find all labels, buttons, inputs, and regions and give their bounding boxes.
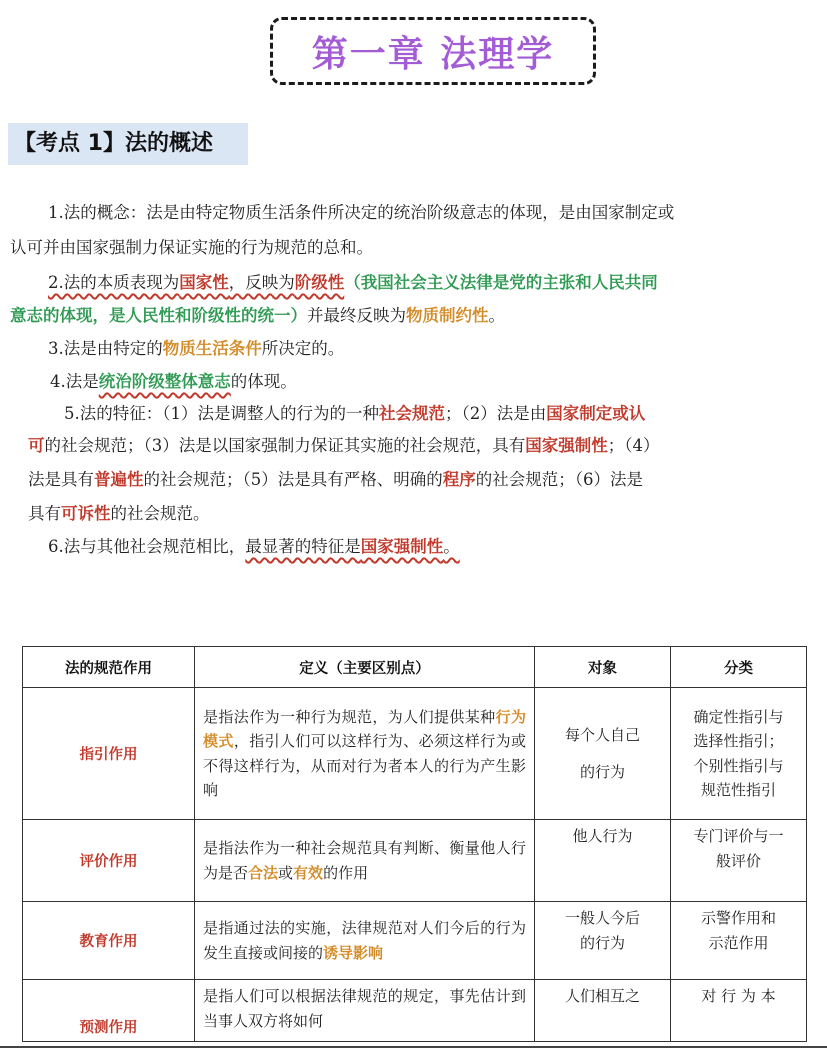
p6-text-d: 。 xyxy=(443,537,460,556)
para-1-line-2: 认可并由国家强制力保证实施的行为规范的总和。 xyxy=(10,238,373,257)
table-header-cell: 定义（主要区别点） xyxy=(195,647,535,688)
classification-cell xyxy=(671,688,807,820)
p5-highlight-universal: 普遍性 xyxy=(94,470,144,489)
def-text: 是指通过法的实施，法律规范对人们今后的行为发生直接或间接的 xyxy=(203,919,526,962)
bottom-divider xyxy=(0,1046,827,1048)
object-line: 每个人自己 xyxy=(564,726,640,744)
p2-highlight-class: 阶级性 xyxy=(294,273,345,292)
role-cell: 教育作用 xyxy=(23,902,195,980)
table-header-cell: 法的规范作用 xyxy=(23,647,195,688)
table-row xyxy=(23,820,807,902)
object-line: 的行为 xyxy=(579,762,625,781)
para-6 xyxy=(48,529,460,564)
p5-highlight-state-made-cont: 可 xyxy=(28,436,45,455)
para-5-line-4 xyxy=(28,496,210,531)
p5-text-a: 5.法的特征：（1）法是调整人的行为的一种 xyxy=(64,404,379,423)
definition-cell xyxy=(195,902,535,980)
object-line: 一般人今后 xyxy=(564,909,640,927)
p4-highlight: 统治阶级整体意志 xyxy=(98,372,231,391)
table-header-cell: 分类 xyxy=(671,647,807,688)
p5-highlight-procedure: 程序 xyxy=(442,470,476,489)
para-5-line-2 xyxy=(28,428,660,463)
class-line: 对 行 为 本 xyxy=(701,987,776,1005)
def-highlight: 有效 xyxy=(293,863,324,882)
classification-cell xyxy=(671,820,807,902)
class-line: 示警作用和 xyxy=(700,909,776,927)
definition-cell xyxy=(195,980,535,1042)
p2-highlight-material: 物质制约性 xyxy=(406,306,489,325)
p2-text-i: 。 xyxy=(488,306,505,325)
p2-underlined xyxy=(48,273,344,292)
para-2-line-2 xyxy=(10,298,505,333)
p5-text-i: 法是具有 xyxy=(28,470,94,489)
class-line: 示范作用 xyxy=(708,933,769,952)
role-cell: 评价作用 xyxy=(23,820,195,902)
def-highlight: 合法 xyxy=(248,863,279,882)
p2-text-a: 2.法的本质表现为 xyxy=(48,273,180,292)
def-text: ，指引人们可以这样行为、必须这样行为或不得这样行为，从而对行为者本人的行为产生影响 xyxy=(203,732,526,799)
p5-text-n: 具有 xyxy=(28,504,61,523)
chapter-title-box xyxy=(270,17,596,85)
p5-text-c: ；（2）法是由 xyxy=(445,404,547,423)
p6-text-b: 最显著的特征是 xyxy=(245,537,361,556)
para-1-line-1: 1.法的概念：法是由特定物质生活条件所决定的统治阶级意志的体现，是由国家制定或 xyxy=(48,203,675,222)
p3-highlight: 物质生活条件 xyxy=(162,339,262,358)
def-text: 是指法作为一种行为规范，为人们提供某种 xyxy=(203,707,496,726)
def-highlight: 诱导影响 xyxy=(323,943,384,962)
def-highlight: 行为模式 xyxy=(203,707,526,750)
table-header-cell: 对象 xyxy=(535,647,671,688)
class-line: 确定性指引与 xyxy=(693,707,784,726)
class-line: 专门评价与一 xyxy=(693,827,784,845)
normative-functions-table xyxy=(22,646,807,1042)
para-3 xyxy=(48,331,344,366)
object-cell xyxy=(535,902,671,980)
chapter-title: 第一章 法理学 xyxy=(311,33,555,75)
def-text: 是指人们可以根据法律规范的规定，事先估计到当事人双方将如何 xyxy=(203,987,526,1030)
object-line: 他人行为 xyxy=(572,827,633,845)
para-4 xyxy=(50,364,297,399)
class-line: 般评价 xyxy=(715,851,761,870)
p2-text-g: 并最终反映为 xyxy=(307,306,406,325)
p5-highlight-state-made: 国家制定或认 xyxy=(546,404,646,423)
object-cell xyxy=(535,980,671,1042)
p5-text-k: 的社会规范；（5）法是具有严格、明确的 xyxy=(143,470,443,489)
para-5-line-1 xyxy=(64,396,645,431)
p3-text-a: 3.法是由特定的 xyxy=(48,339,163,358)
p6-text-a: 6.法与其他社会规范相比， xyxy=(48,537,246,556)
class-line: 规范性指引 xyxy=(700,781,776,799)
p5-text-h: ；（4） xyxy=(607,436,660,455)
para-2-line-1 xyxy=(48,265,658,300)
role-cell: 预测作用 xyxy=(23,980,195,1042)
definition-cell xyxy=(195,688,535,820)
para-5-line-3 xyxy=(28,462,643,497)
p5-text-f: 的社会规范；（3）法是以国家强制力保证其实施的社会规范，具有 xyxy=(44,436,526,455)
p4-text-c: 的体现。 xyxy=(230,372,297,391)
object-line: 的行为 xyxy=(579,933,625,952)
section-heading: 【考点 1】法的概述 xyxy=(8,123,248,165)
def-text: 或 xyxy=(278,863,294,882)
object-cell xyxy=(535,688,671,820)
role-cell: 指引作用 xyxy=(23,688,195,820)
p2-text-c: ，反映为 xyxy=(228,273,295,292)
table-header-row xyxy=(23,647,807,688)
object-line: 人们相互之 xyxy=(564,987,640,1005)
p5-highlight-coercion: 国家强制性 xyxy=(525,436,608,455)
object-cell xyxy=(535,820,671,902)
classification-cell xyxy=(671,980,807,1042)
p5-highlight-social-norm: 社会规范 xyxy=(379,404,445,423)
definition-cell xyxy=(195,820,535,902)
p5-highlight-justiciable: 可诉性 xyxy=(61,504,111,523)
class-line: 选择性指引； xyxy=(693,732,784,750)
table-row xyxy=(23,902,807,980)
table-row xyxy=(23,688,807,820)
p2-highlight-nation: 国家性 xyxy=(179,273,229,292)
p2-green-note-2: 意志的体现，是人民性和阶级性的统一） xyxy=(10,306,307,325)
p3-text-c: 所决定的。 xyxy=(261,339,345,358)
p6-highlight-coercion: 国家强制性 xyxy=(360,537,444,556)
class-line: 个别性指引与 xyxy=(693,756,784,775)
p5-text-p: 的社会规范。 xyxy=(110,504,210,523)
table-row xyxy=(23,980,807,1042)
p6-underlined xyxy=(245,537,460,556)
classification-cell xyxy=(671,902,807,980)
p4-text-a: 4.法是 xyxy=(50,372,99,391)
p2-green-note-1: （我国社会主义法律是党的主张和人民共同 xyxy=(344,273,658,292)
p5-text-m: 的社会规范；（6）法是 xyxy=(475,470,643,489)
def-text: 是指法作为一种社会规范具有判断、衡量他人行为是否 xyxy=(203,839,526,882)
def-text: 的作用 xyxy=(323,863,369,882)
